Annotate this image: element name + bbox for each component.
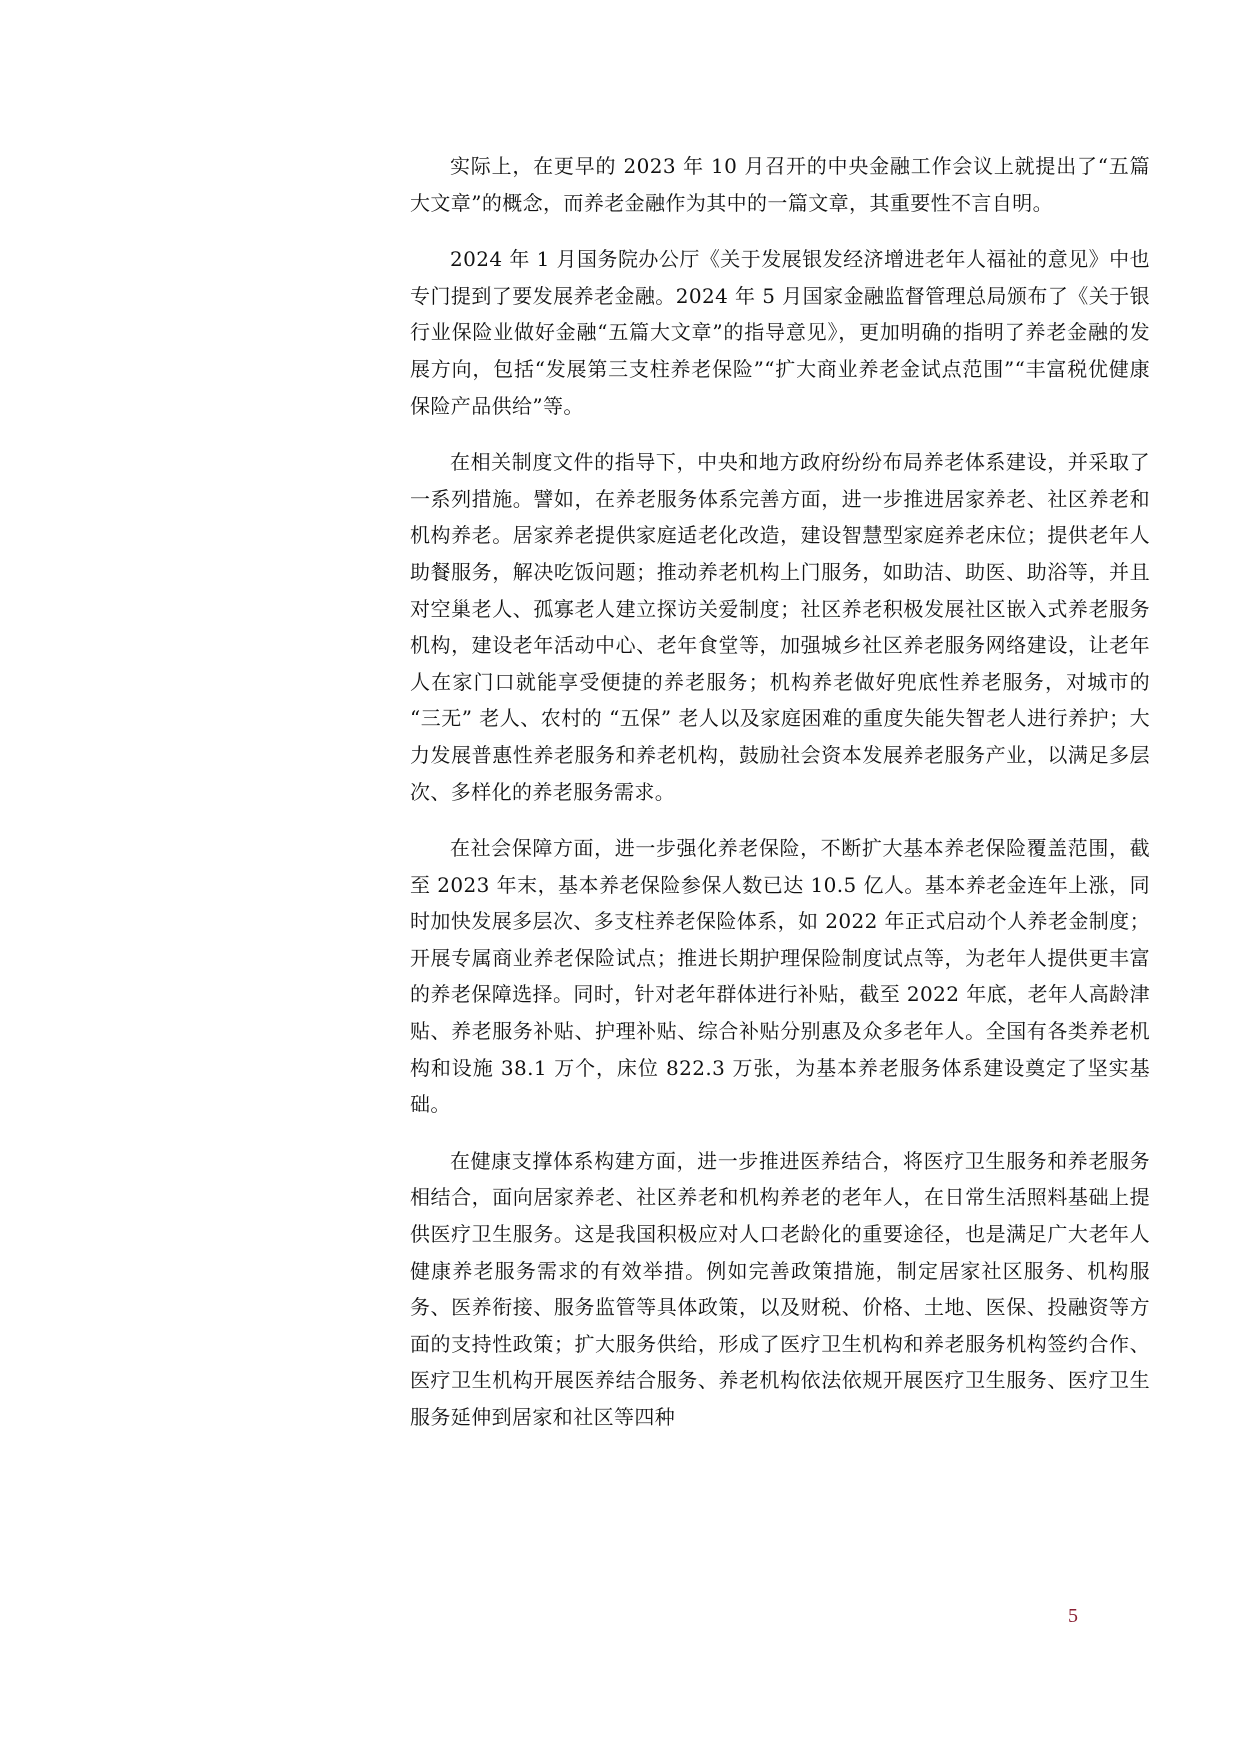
body-text (410, 148, 1150, 1456)
paragraph-4: 在社会保障方面，进一步强化养老保险，不断扩大基本养老保险覆盖范围，截至 2023 年末，基本养老保险参保人数已达 10.5 亿人。基本养老金连年上涨，同时加快发展多层次、多支柱养老保险体系，如 2022 年正式启动个人养老金制度；开展专属商业养老保险试点；推进长期护理保险制度试点等，为老年人提供更丰富的养老保障选择。同时，针对老年群体进行补贴，截至 2022 年底，老年人高龄津贴、养老服务补贴、护理补贴、综合补贴分别惠及众多老年人。全国有各类养老机构和设施 38.1 万个，床位 822.3 万张，为基本养老服务体系建设奠定了坚实基础。 (410, 836, 1150, 1117)
page-number: 5 (1068, 1605, 1078, 1627)
paragraph-5: 在健康支撑体系构建方面，进一步推进医养结合，将医疗卫生服务和养老服务相结合，面向居家养老、社区养老和机构养老的老年人，在日常生活照料基础上提供医疗卫生服务。这是我国积极应对人口老龄化的重要途径，也是满足广大老年人健康养老服务需求的有效举措。例如完善政策措施，制定居家社区服务、机构服务、医养衔接、服务监管等具体政策，以及财税、价格、土地、医保、投融资等方面的支持性政策；扩大服务供给，形成了医疗卫生机构和养老服务机构签约合作、医疗卫生机构开展医养结合服务、养老机构依法依规开展医疗卫生服务、医疗卫生服务延伸到居家和社区等四种 (410, 1148, 1150, 1429)
paragraph-3: 在相关制度文件的指导下，中央和地方政府纷纷布局养老体系建设，并采取了一系列措施。譬如，在养老服务体系完善方面，进一步推进居家养老、社区养老和机构养老。居家养老提供家庭适老化改造，建设智慧型家庭养老床位；提供老年人助餐服务，解决吃饭问题；推动养老机构上门服务，如助洁、助医、助浴等，并且对空巢老人、孤寡老人建立探访关爱制度；社区养老积极发展社区嵌入式养老服务机构，建设老年活动中心、老年食堂等，加强城乡社区养老服务网络建设，让老年人在家门口就能享受便捷的养老服务；机构养老做好兜底性养老服务，对城市的 “三无” 老人、农村的 “五保” 老人以及家庭困难的重度失能失智老人进行养护；大力发展普惠性养老服务和养老机构，鼓励社会资本发展养老服务产业，以满足多层次、多样化的养老服务需求。 (410, 450, 1150, 804)
paragraph-1: 实际上，在更早的 2023 年 10 月召开的中央金融工作会议上就提出了“五篇大文章”的概念，而养老金融作为其中的一篇文章，其重要性不言自明。 (410, 154, 1150, 215)
paragraph-2: 2024 年 1 月国务院办公厅《关于发展银发经济增进老年人福祉的意见》中也专门提到了要发展养老金融。2024 年 5 月国家金融监督管理总局颁布了《关于银行业保险业做好金融“五篇大文章”的指导意见》，更加明确的指明了养老金融的发展方向，包括“发展第三支柱养老保险”“扩大商业养老金试点范围”“丰富税优健康保险产品供给”等。 (410, 247, 1150, 418)
